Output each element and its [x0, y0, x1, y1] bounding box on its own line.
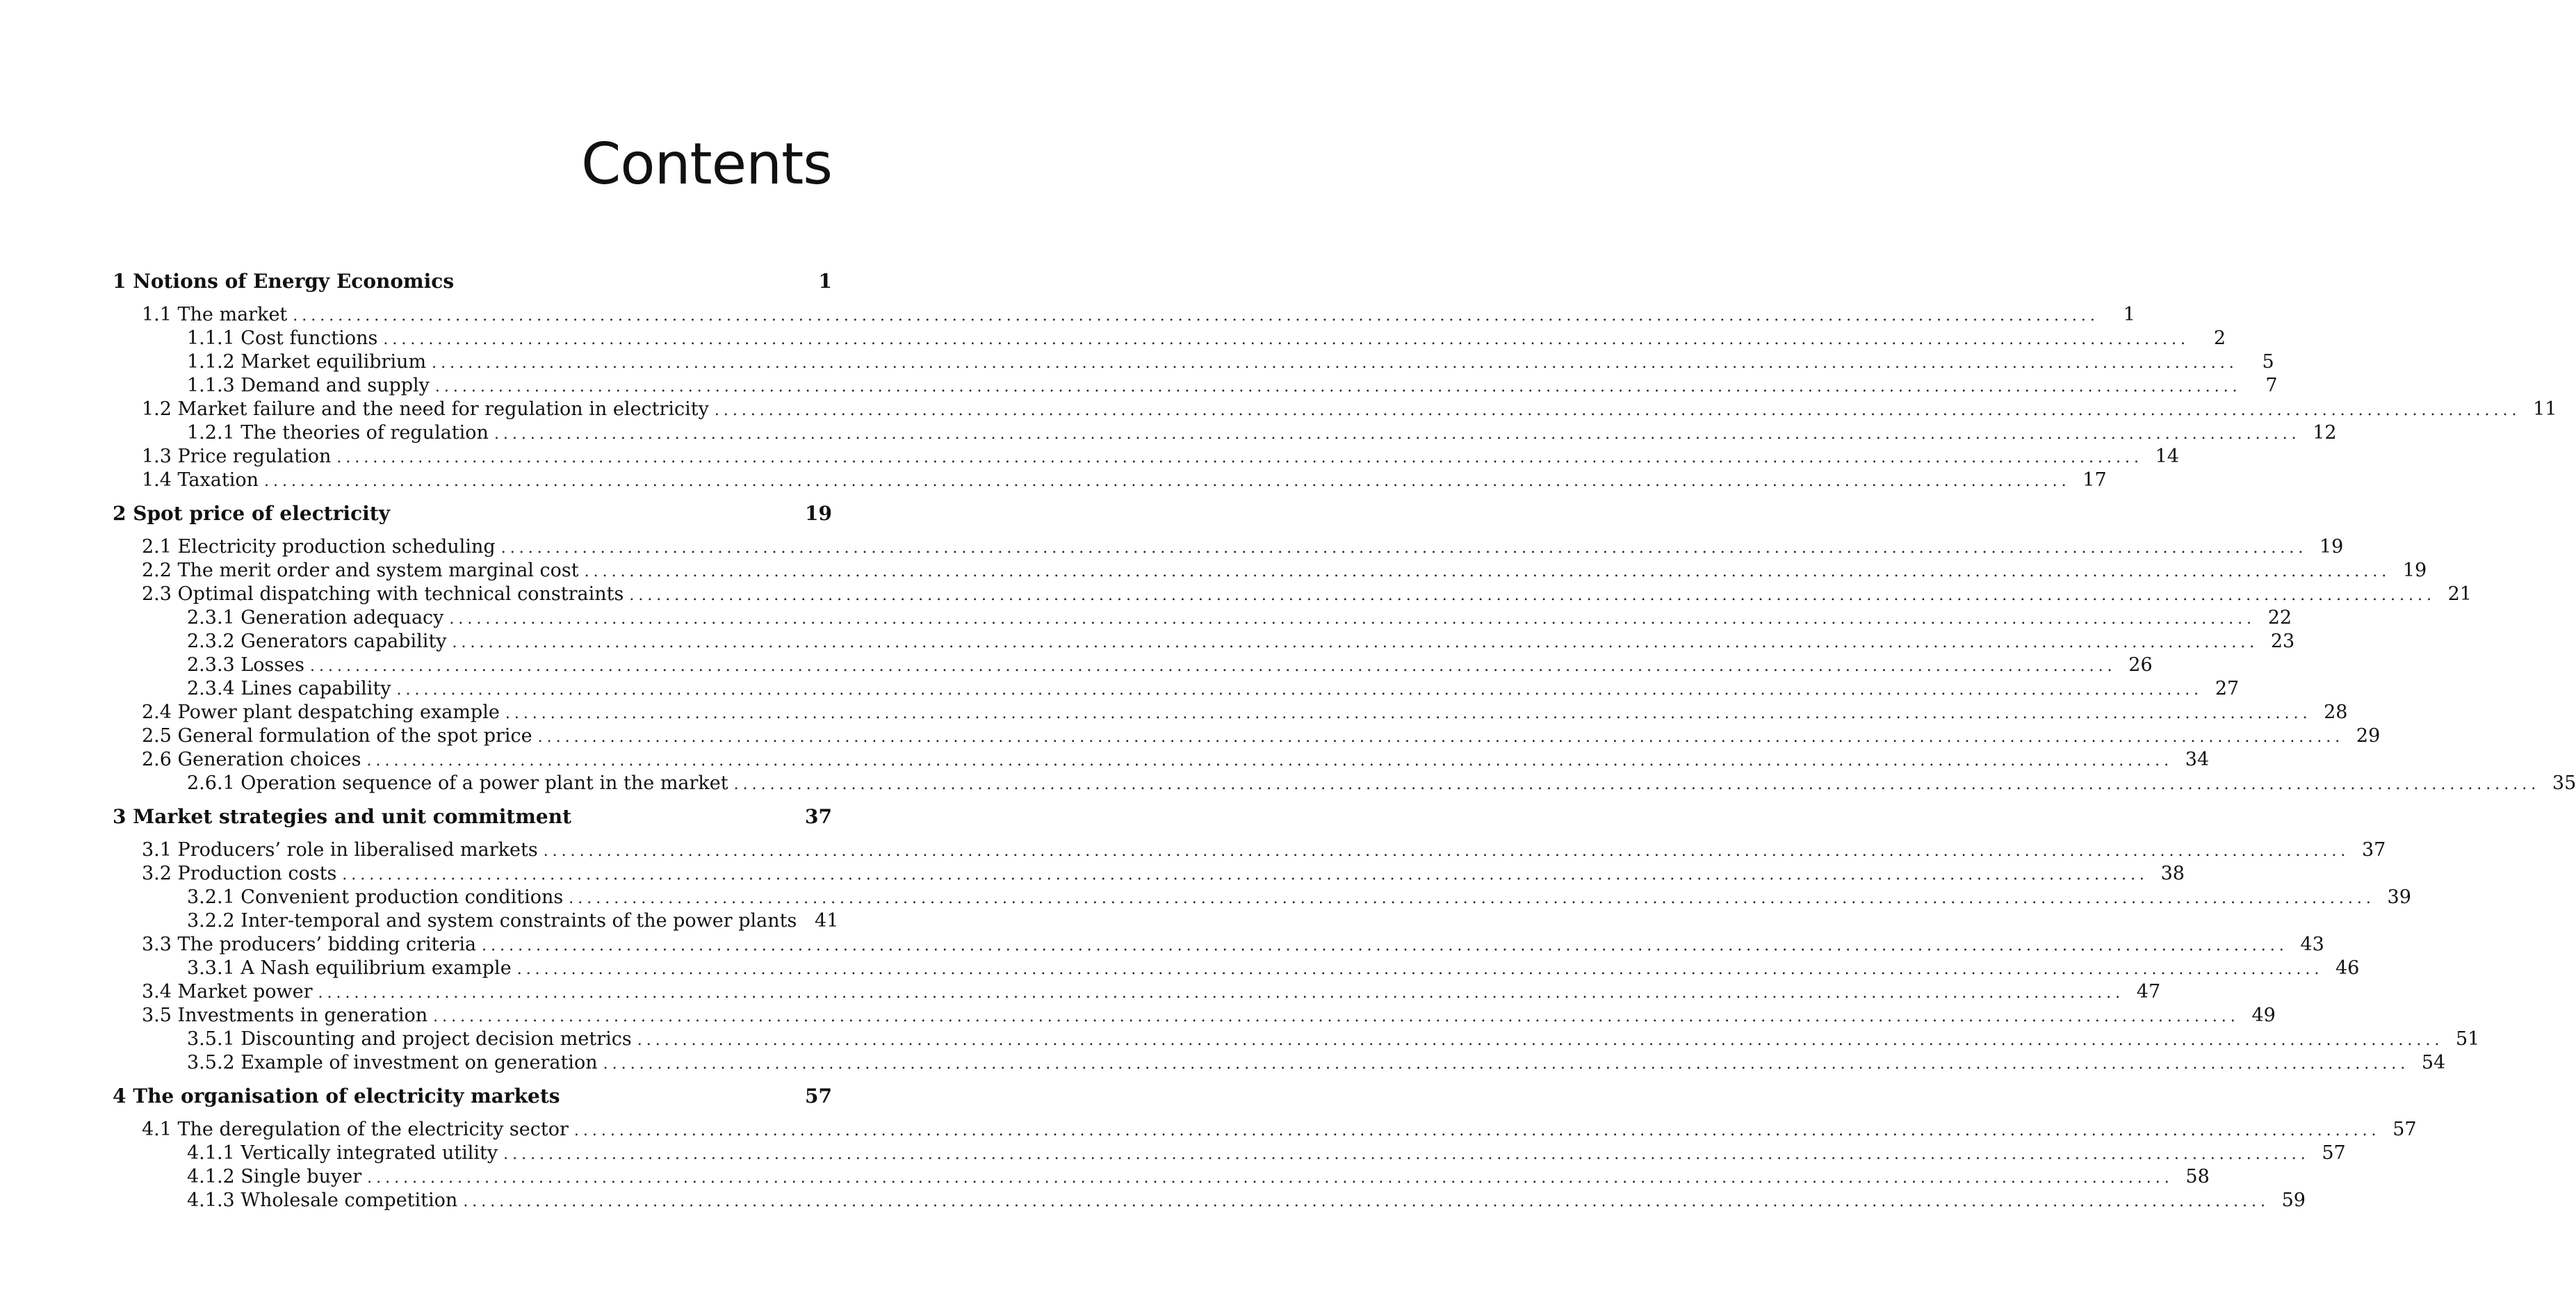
- toc-entry[interactable]: [113, 772, 2576, 795]
- toc-entry[interactable]: [113, 350, 2274, 374]
- toc-page-number: 11: [2533, 398, 2557, 420]
- toc-entry[interactable]: [113, 677, 2240, 701]
- toc-chapter[interactable]: [113, 805, 832, 829]
- toc-entry[interactable]: [113, 445, 2179, 469]
- toc-page-number: 35: [2552, 772, 2576, 794]
- toc-page-number: 43: [2300, 934, 2324, 955]
- dot-leader: ........................................................................................................................................................................................................: [367, 1169, 2174, 1187]
- toc-entry[interactable]: [113, 630, 2295, 654]
- toc-page-number: 26: [2128, 654, 2153, 676]
- toc-page-number: 57: [2392, 1119, 2417, 1140]
- toc-entry-title: 1.4 Taxation: [142, 469, 259, 491]
- toc-page-number: 1: [2123, 304, 2135, 325]
- dot-leader: ........................................................................................................................................................................................................: [452, 634, 2259, 651]
- toc-page-number: 12: [2313, 422, 2337, 444]
- dot-leader: ........................................................................................................................................................................................................: [433, 1008, 2240, 1025]
- toc-page-number: 5: [2262, 351, 2274, 373]
- toc-entry[interactable]: [113, 838, 2386, 862]
- toc-page-number: 27: [2215, 678, 2240, 699]
- toc-chapter[interactable]: [113, 502, 832, 526]
- toc-entry[interactable]: [113, 957, 2360, 980]
- dot-leader: ........................................................................................................................................................................................................: [264, 473, 2071, 490]
- toc-page-number: 51: [2456, 1028, 2480, 1050]
- toc-entry-title: 4 The organisation of electricity markets: [113, 1085, 560, 1108]
- toc-page-number: 22: [2267, 607, 2292, 628]
- toc-entry[interactable]: [113, 1051, 2446, 1075]
- toc-entry-title: 3.1 Producers’ role in liberalised markets: [142, 839, 538, 861]
- dot-leader: ........................................................................................................................................................................................................: [537, 729, 2345, 746]
- toc-page-number: 54: [2421, 1052, 2446, 1073]
- toc-page-number: 47: [2136, 981, 2161, 1003]
- toc-entry-title: 4.1 The deregulation of the electricity sector: [142, 1119, 569, 1140]
- toc-page-number: 19: [2402, 560, 2427, 581]
- toc-entry[interactable]: [113, 1142, 2346, 1165]
- toc-entry[interactable]: [113, 886, 2411, 909]
- toc-entry[interactable]: [113, 654, 2153, 677]
- dot-leader: ........................................................................................................................................................................................................: [318, 984, 2125, 1002]
- toc-entry[interactable]: [113, 748, 2210, 772]
- toc-entry-title: 2 Spot price of electricity: [113, 502, 390, 525]
- toc-entry[interactable]: [113, 701, 2348, 724]
- toc-page-number: 19: [805, 502, 832, 525]
- toc-page-number: 39: [2387, 886, 2411, 908]
- toc-entry[interactable]: [113, 862, 2185, 886]
- dot-leader: ........................................................................................................................................................................................................: [482, 937, 2288, 955]
- dot-leader: ........................................................................................................................................................................................................: [629, 587, 2436, 604]
- toc-entry-title: 2.2 The merit order and system marginal cost: [142, 560, 579, 581]
- toc-entry-title: 2.4 Power plant despatching example: [142, 701, 500, 723]
- toc-chapter[interactable]: [113, 1085, 832, 1108]
- toc-page-number: 28: [2324, 701, 2348, 723]
- toc-entry-title: 3.3 The producers’ bidding criteria: [142, 934, 477, 955]
- toc-page-number: 19: [2320, 536, 2344, 558]
- toc-page-number: 49: [2251, 1005, 2276, 1026]
- dot-leader: ........................................................................................................................................................................................................: [342, 866, 2149, 884]
- toc-page-number: 41: [815, 910, 839, 932]
- toc-entry-title: 3 Market strategies and unit commitment: [113, 805, 572, 828]
- toc-entry-title: 1.1.1 Cost functions: [187, 327, 378, 349]
- dot-leader: ........................................................................................................................................................................................................: [494, 425, 2301, 443]
- toc-entry-title: 3.2.1 Convenient production conditions: [187, 886, 564, 908]
- dot-leader: ........................................................................................................................................................................................................: [503, 1146, 2310, 1163]
- toc-page-number: 21: [2447, 583, 2472, 605]
- toc-page-number: 17: [2082, 469, 2107, 491]
- toc-entry-title: 2.3.3 Losses: [187, 654, 305, 676]
- toc-entry[interactable]: [113, 327, 2226, 350]
- toc-entry-title: 4.1.2 Single buyer: [187, 1166, 362, 1187]
- toc-entry-title: 2.3 Optimal dispatching with technical constraints: [142, 583, 624, 605]
- toc-page-number: 57: [2322, 1142, 2346, 1164]
- toc-entry[interactable]: [113, 421, 2337, 445]
- dot-leader: ........................................................................................................................................................................................................: [637, 1032, 2444, 1049]
- toc-page-number: 2: [2213, 327, 2226, 349]
- toc-entry-title: 3.5.2 Example of investment on generation: [187, 1052, 598, 1073]
- toc-entry[interactable]: [113, 1189, 2306, 1212]
- toc-entry-title: 3.2 Production costs: [142, 863, 337, 884]
- toc-entry[interactable]: [113, 1118, 2417, 1142]
- dot-leader: ........................................................................................................................................................................................................: [505, 705, 2312, 722]
- toc-entry-title: 2.1 Electricity production scheduling: [142, 536, 496, 558]
- dot-leader: ........................................................................................................................................................................................................: [293, 307, 2099, 325]
- toc-entry-title: 1.3 Price regulation: [142, 446, 332, 467]
- dot-leader: ........................................................................................................................................................................................................: [366, 752, 2174, 770]
- toc-entry-title: 2.3.2 Generators capability: [187, 631, 447, 652]
- toc-entry-title: 4.1.1 Vertically integrated utility: [187, 1142, 498, 1164]
- toc-entry-title: 1.1 The market: [142, 304, 288, 325]
- page-title: Contents: [581, 131, 832, 197]
- dot-leader: ........................................................................................................................................................................................................: [714, 402, 2521, 419]
- dot-leader: ........................................................................................................................................................................................................: [396, 681, 2203, 699]
- toc-entry-title: 2.3.4 Lines capability: [187, 678, 391, 699]
- dot-leader: ........................................................................................................................................................................................................: [432, 355, 2238, 372]
- dot-leader: ........................................................................................................................................................................................................: [569, 890, 2375, 907]
- dot-leader: ........................................................................................................................................................................................................: [500, 540, 2308, 557]
- toc-chapter[interactable]: [113, 270, 832, 293]
- toc-entry[interactable]: [113, 535, 2344, 559]
- toc-page-number: 37: [2361, 839, 2386, 861]
- dot-leader: ........................................................................................................................................................................................................: [449, 610, 2256, 628]
- toc-entry-title: 3.5.1 Discounting and project decision metrics: [187, 1028, 632, 1050]
- toc-entry[interactable]: [113, 398, 2557, 421]
- toc-page-number: 1: [818, 270, 832, 293]
- dot-leader: ........................................................................................................................................................................................................: [573, 1122, 2381, 1139]
- toc-entry[interactable]: [113, 1028, 2480, 1051]
- toc-page-number: 37: [805, 805, 832, 828]
- toc-entry-title: 3.3.1 A Nash equilibrium example: [187, 957, 512, 979]
- toc-entry-title: 2.3.1 Generation adequacy: [187, 607, 444, 628]
- dot-leader: ........................................................................................................................................................................................................: [603, 1055, 2410, 1073]
- toc-entry[interactable]: [113, 1004, 2276, 1028]
- toc-entry[interactable]: [113, 469, 2107, 492]
- toc-page-number: 29: [2356, 725, 2381, 747]
- toc-entry[interactable]: [113, 583, 2472, 606]
- dot-leader: ........................................................................................................................................................................................................: [543, 843, 2350, 860]
- toc-entry-title: 3.4 Market power: [142, 981, 313, 1003]
- toc-page-number: 59: [2281, 1190, 2306, 1211]
- toc-entry-title: 2.6 Generation choices: [142, 749, 361, 770]
- toc-entry[interactable]: [113, 303, 2135, 327]
- dot-leader: ........................................................................................................................................................................................................: [463, 1193, 2269, 1210]
- toc-entry-title: 2.6.1 Operation sequence of a power plant in the market: [187, 772, 728, 794]
- toc-entry-title: 1.1.3 Demand and supply: [187, 375, 430, 396]
- dot-leader: ........................................................................................................................................................................................................: [336, 449, 2143, 467]
- toc-entry-title: 1.1.2 Market equilibrium: [187, 351, 427, 373]
- toc-entry-title: 3.2.2 Inter-temporal and system constraints of the power plants: [187, 910, 797, 932]
- toc-entry[interactable]: [113, 980, 2161, 1004]
- dot-leader: ........................................................................................................................................................................................................: [310, 658, 2117, 675]
- toc-page-number: 58: [2185, 1166, 2210, 1187]
- dot-leader: ........................................................................................................................................................................................................: [516, 961, 2324, 978]
- toc-entry[interactable]: [113, 909, 839, 933]
- toc-entry-title: 1 Notions of Energy Economics: [113, 270, 455, 293]
- toc-entry-title: 1.2 Market failure and the need for regulation in electricity: [142, 398, 709, 420]
- dot-leader: ........................................................................................................................................................................................................: [434, 378, 2242, 396]
- toc-entry-title: 1.2.1 The theories of regulation: [187, 422, 489, 444]
- toc-page-number: 38: [2160, 863, 2185, 884]
- toc-page-number: 23: [2270, 631, 2295, 652]
- dot-leader: ........................................................................................................................................................................................................: [383, 331, 2190, 348]
- dot-leader: ........................................................................................................................................................................................................: [584, 563, 2391, 581]
- toc-page-number: 7: [2265, 375, 2278, 396]
- toc-entry[interactable]: [113, 724, 2381, 748]
- dot-leader: ........................................................................................................................................................................................................: [733, 776, 2541, 793]
- toc-page-number: 14: [2155, 446, 2179, 467]
- toc-entry[interactable]: [113, 933, 2324, 957]
- toc-page-number: 34: [2185, 749, 2210, 770]
- toc-entry[interactable]: [113, 1165, 2210, 1189]
- toc-entry[interactable]: [113, 374, 2278, 398]
- toc-entry[interactable]: [113, 606, 2292, 630]
- toc-entry-title: 4.1.3 Wholesale competition: [187, 1190, 458, 1211]
- toc-page-number: 57: [805, 1085, 832, 1108]
- toc-page-number: 46: [2335, 957, 2360, 979]
- toc-entry-title: 3.5 Investments in generation: [142, 1005, 428, 1026]
- toc-entry[interactable]: [113, 559, 2427, 583]
- toc-entry-title: 2.5 General formulation of the spot price: [142, 725, 532, 747]
